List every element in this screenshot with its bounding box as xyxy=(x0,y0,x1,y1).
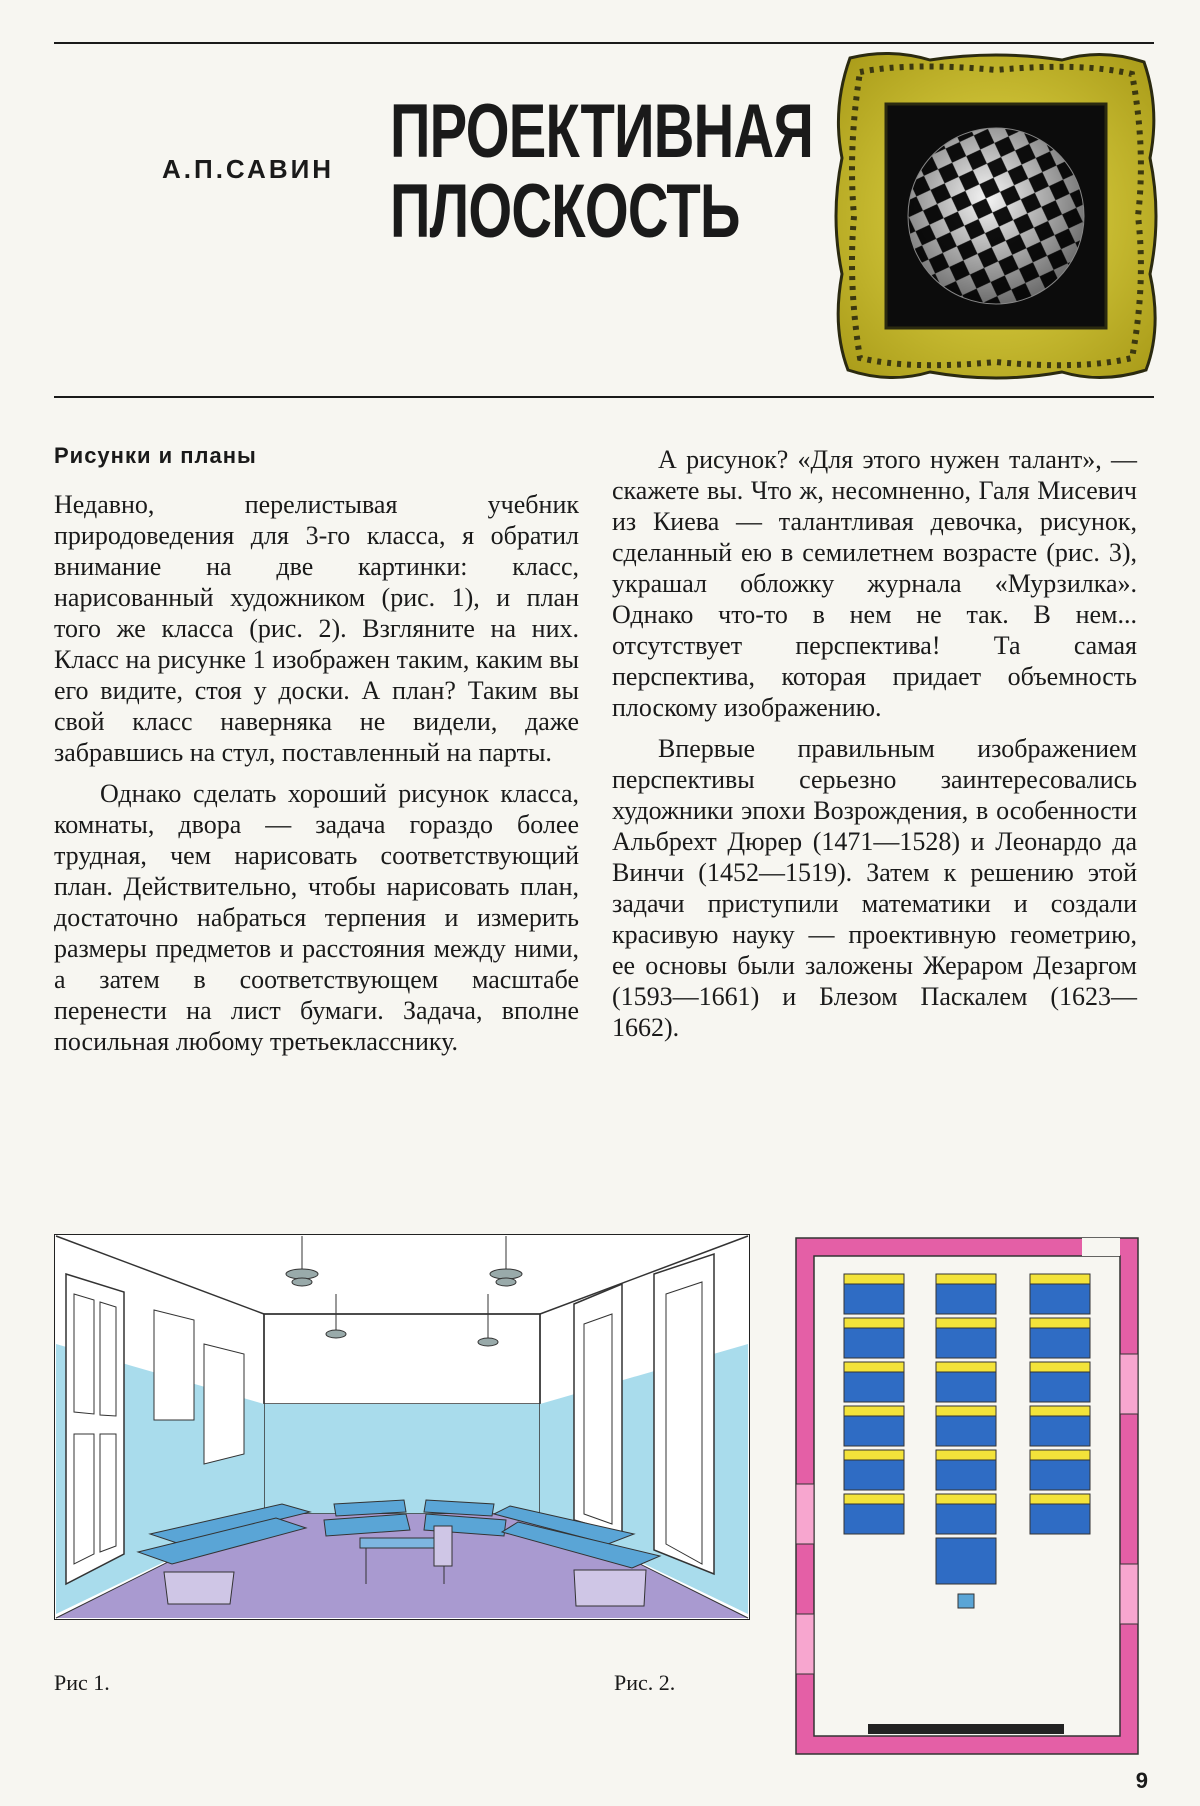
title-line-1: ПРОЕКТИВНАЯ xyxy=(390,89,814,174)
author-name: А.П.САВИН xyxy=(162,154,335,184)
back-wall-lower xyxy=(264,1404,540,1514)
figure-1-classroom-drawing xyxy=(54,1234,750,1620)
section-subhead: Рисунки и планы xyxy=(54,443,257,468)
plan-teacher-desk xyxy=(936,1538,996,1584)
left-paragraph-1: Недавно, перелистывая учебник природоведения для 3-го класса, я обратил внимание на две картинки: класс, нарисованный художником (рис. 1), и план того же класса (рис. 2). Взгляните на них. Класс на рисунке 1 изображен таким, каким вы его видите, стоя у доски. А план? Таким вы свой класс наверняка не видели, даже забравшись на стул, поставленный на парты. xyxy=(54,490,579,767)
top-rule xyxy=(54,42,1154,44)
figure-2-classroom-plan xyxy=(792,1234,1142,1764)
figure-1-caption: Рис 1. xyxy=(54,1670,110,1695)
plan-blackboard xyxy=(868,1724,1064,1734)
page-number: 9 xyxy=(1135,1768,1148,1793)
plan-desk-columns xyxy=(844,1274,1090,1608)
left-door xyxy=(66,1274,124,1584)
left-paragraph-2: Однако сделать хороший рисунок класса, комнаты, двора — задача гораздо более трудная, чем нарисовать соответствующий план. Действительно, чтобы нарисовать план, достаточно набраться терпения и измерить размеры предметов и расстояния между ними, а затем в соответствующем масштабе перенести на лист бумаги. Задача, вполне посильная любому третьекласснику. xyxy=(54,779,579,1056)
left-text-column xyxy=(54,440,579,1067)
right-window-1 xyxy=(574,1284,622,1534)
left-wall-board xyxy=(154,1310,194,1420)
figure-2-caption: Рис. 2. xyxy=(614,1670,676,1695)
article-title xyxy=(390,89,814,254)
right-paragraph-2: Впервые правильным изображением перспективы серьезно заинтересовались художники эпохи Возрождения, в особенности Альбрехт Дюрер (1471—1528) и Леонардо да Винчи (1452—1519). Затем к решению этой задачи приступили математики и создали красивую науку — проективную геометрию, ее основы были заложены Жераром Дезаргом (1593—1661) и Блезом Паскалем (1623—1662). xyxy=(612,734,1137,1042)
header-bottom-rule xyxy=(54,396,1154,398)
right-text-column xyxy=(612,444,1137,1053)
title-line-2: ПЛОСКОСТЬ xyxy=(390,169,740,254)
right-paragraph-1: А рисунок? «Для этого нужен талант», — скажете вы. Что ж, несомненно, Галя Мисевич из Киева — талантливая девочка, рисунок, сделанный ею в семилетнем возрасте (рис. 3), украшал обложку журнала «Мурзилка». Однако что-то в нем не так. В нем... отсутствует перспектива! Та самая перспектива, которая придает объемность плоскому изображению. xyxy=(612,445,1137,722)
plan-teacher-chair xyxy=(958,1594,974,1608)
right-window-2 xyxy=(654,1254,714,1574)
framed-sphere-picture xyxy=(830,48,1162,384)
back-wall-upper xyxy=(264,1314,540,1404)
